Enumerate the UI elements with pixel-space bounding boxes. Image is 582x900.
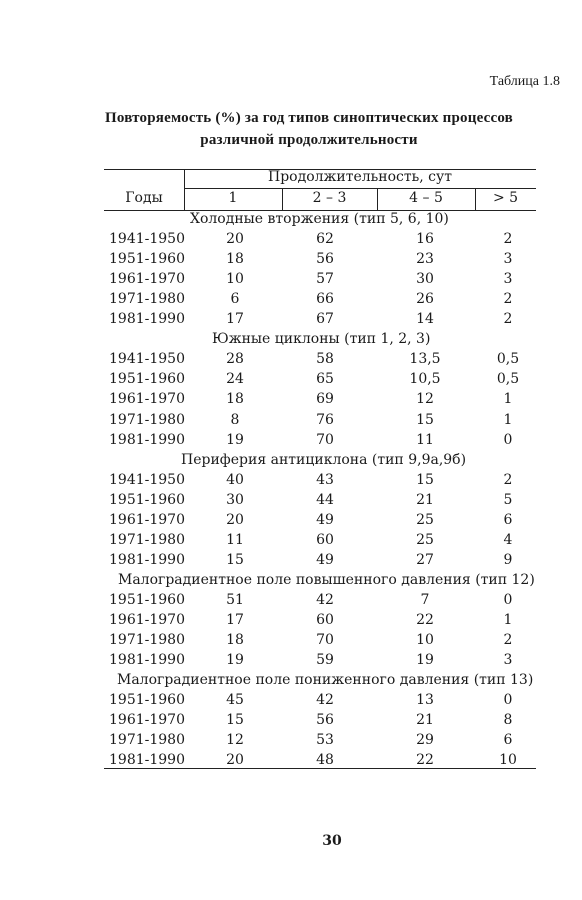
row-value-col-4: 0 — [503, 692, 513, 709]
row-value-col-3: 26 — [416, 291, 434, 308]
row-value-col-1: 10 — [226, 271, 244, 288]
row-value-col-4: 3 — [503, 271, 513, 288]
row-value-col-1: 6 — [230, 291, 240, 308]
row-value-col-4: 4 — [503, 531, 513, 548]
row-value-col-4: 10 — [499, 752, 517, 769]
row-value-col-3: 14 — [416, 311, 434, 328]
header-mid-rule — [184, 188, 536, 189]
row-value-col-4: 1 — [503, 391, 513, 408]
row-year: 1971-1980 — [109, 732, 185, 749]
row-value-col-2: 56 — [316, 712, 334, 729]
row-year: 1961-1970 — [109, 712, 185, 729]
row-value-col-1: 12 — [226, 732, 244, 749]
row-value-col-3: 23 — [416, 251, 434, 268]
row-year: 1951-1960 — [109, 491, 185, 508]
row-value-col-2: 53 — [316, 732, 334, 749]
row-year: 1981-1990 — [109, 311, 185, 328]
header-col-3: 4 – 5 — [409, 190, 443, 206]
row-value-col-1: 17 — [226, 311, 244, 328]
row-year: 1951-1960 — [109, 591, 185, 608]
row-value-col-3: 15 — [416, 411, 434, 428]
row-value-col-1: 18 — [226, 391, 244, 408]
row-value-col-2: 70 — [316, 431, 334, 448]
row-value-col-3: 16 — [416, 231, 434, 248]
row-year: 1981-1990 — [109, 551, 185, 568]
row-value-col-4: 0 — [503, 591, 513, 608]
row-value-col-3: 30 — [416, 271, 434, 288]
row-value-col-3: 7 — [420, 591, 430, 608]
row-value-col-1: 18 — [226, 251, 244, 268]
row-value-col-2: 67 — [316, 311, 334, 328]
table-number: Таблица 1.8 — [489, 74, 560, 89]
row-value-col-1: 15 — [226, 712, 244, 729]
row-value-col-1: 28 — [226, 351, 244, 368]
row-value-col-4: 8 — [503, 712, 513, 729]
row-value-col-2: 66 — [316, 291, 334, 308]
row-value-col-1: 15 — [226, 551, 244, 568]
header-duration: Продолжительность, сут — [268, 169, 452, 185]
row-value-col-4: 0,5 — [496, 371, 520, 388]
row-value-col-3: 13 — [416, 692, 434, 709]
row-value-col-4: 2 — [503, 471, 513, 488]
row-value-col-3: 29 — [416, 732, 434, 749]
row-year: 1971-1980 — [109, 531, 185, 548]
row-value-col-2: 60 — [316, 531, 334, 548]
row-value-col-1: 20 — [226, 231, 244, 248]
row-value-col-1: 18 — [226, 632, 244, 649]
row-value-col-2: 59 — [316, 652, 334, 669]
row-value-col-1: 11 — [226, 531, 244, 548]
row-value-col-1: 24 — [226, 371, 244, 388]
row-value-col-2: 49 — [316, 511, 334, 528]
row-value-col-3: 13,5 — [409, 351, 441, 368]
row-value-col-2: 76 — [316, 411, 334, 428]
row-value-col-4: 2 — [503, 311, 513, 328]
row-year: 1951-1960 — [109, 692, 185, 709]
row-value-col-4: 6 — [503, 511, 513, 528]
row-value-col-4: 6 — [503, 732, 513, 749]
row-year: 1961-1970 — [109, 612, 185, 628]
table-title-line-1: Повторяемость (%) за год типов синоптических процессов — [105, 110, 513, 126]
row-year: 1941-1950 — [109, 231, 185, 248]
row-value-col-2: 57 — [316, 271, 334, 288]
row-value-col-2: 58 — [316, 351, 334, 368]
header-col-1: 1 — [228, 190, 238, 206]
section-title: Малоградиентное поле повышенного давления (тип 12) — [118, 571, 535, 588]
row-value-col-3: 10 — [416, 632, 434, 649]
row-year: 1971-1980 — [109, 411, 185, 428]
row-value-col-3: 25 — [416, 511, 434, 528]
row-value-col-2: 65 — [316, 371, 334, 388]
section-title: Малоградиентное поле пониженного давления (тип 13) — [117, 672, 534, 689]
row-year: 1961-1970 — [109, 511, 185, 528]
row-year: 1981-1990 — [109, 431, 185, 448]
row-value-col-1: 20 — [226, 511, 244, 528]
row-value-col-4: 3 — [503, 251, 513, 268]
row-value-col-4: 2 — [503, 632, 513, 649]
row-year: 1971-1980 — [109, 291, 185, 308]
row-year: 1961-1970 — [109, 391, 185, 408]
row-value-col-3: 21 — [416, 712, 434, 729]
row-value-col-3: 11 — [416, 431, 434, 448]
header-col-4: > 5 — [492, 190, 519, 206]
row-value-col-2: 42 — [316, 591, 334, 608]
row-value-col-2: 60 — [316, 612, 334, 628]
row-value-col-3: 27 — [416, 551, 434, 568]
row-value-col-4: 0 — [503, 431, 513, 448]
row-value-col-1: 19 — [226, 652, 244, 669]
section-title: Периферия антициклона (тип 9,9а,9б) — [181, 451, 467, 468]
row-value-col-4: 2 — [503, 231, 513, 248]
row-year: 1971-1980 — [109, 632, 185, 649]
row-value-col-4: 1 — [503, 612, 513, 628]
row-value-col-1: 8 — [230, 411, 240, 428]
row-value-col-3: 22 — [416, 612, 434, 628]
row-value-col-3: 22 — [416, 752, 434, 769]
row-value-col-3: 21 — [416, 491, 434, 508]
row-value-col-4: 1 — [503, 411, 513, 428]
row-year: 1941-1950 — [109, 471, 185, 488]
row-value-col-1: 19 — [226, 431, 244, 448]
row-value-col-4: 3 — [503, 652, 513, 669]
row-value-col-2: 56 — [316, 251, 334, 268]
row-value-col-3: 12 — [416, 391, 434, 408]
row-value-col-3: 15 — [416, 471, 434, 488]
row-value-col-2: 44 — [316, 491, 334, 508]
row-value-col-4: 9 — [503, 551, 513, 568]
row-value-col-2: 43 — [316, 471, 334, 488]
row-value-col-1: 20 — [226, 752, 244, 769]
row-year: 1951-1960 — [109, 251, 185, 268]
header-years: Годы — [125, 190, 163, 206]
row-value-col-4: 5 — [503, 491, 513, 508]
header-col-2: 2 – 3 — [312, 190, 347, 206]
row-value-col-2: 69 — [316, 391, 334, 408]
page-number: 30 — [322, 833, 342, 849]
row-value-col-1: 30 — [226, 491, 244, 508]
row-value-col-3: 19 — [416, 652, 434, 669]
row-value-col-2: 49 — [316, 551, 334, 568]
row-value-col-3: 25 — [416, 531, 434, 548]
row-value-col-4: 2 — [503, 291, 513, 308]
row-year: 1951-1960 — [109, 371, 185, 388]
row-value-col-1: 40 — [226, 471, 244, 488]
row-year: 1961-1970 — [109, 271, 185, 288]
section-title: Холодные вторжения (тип 5, 6, 10) — [190, 211, 449, 227]
row-value-col-1: 45 — [226, 692, 244, 709]
row-value-col-2: 48 — [316, 752, 334, 769]
row-value-col-1: 51 — [226, 591, 244, 608]
row-year: 1981-1990 — [109, 652, 185, 669]
row-value-col-2: 62 — [316, 231, 334, 248]
row-value-col-4: 0,5 — [496, 351, 520, 368]
table-bottom-rule — [104, 768, 536, 769]
row-value-col-2: 70 — [316, 632, 334, 649]
row-value-col-2: 42 — [316, 692, 334, 709]
row-value-col-3: 10,5 — [409, 371, 441, 388]
section-title: Южные циклоны (тип 1, 2, 3) — [212, 331, 431, 348]
row-year: 1981-1990 — [109, 752, 185, 769]
row-value-col-1: 17 — [226, 612, 244, 628]
row-year: 1941-1950 — [109, 351, 185, 368]
table-title-line-2: различной продолжительности — [200, 132, 418, 148]
